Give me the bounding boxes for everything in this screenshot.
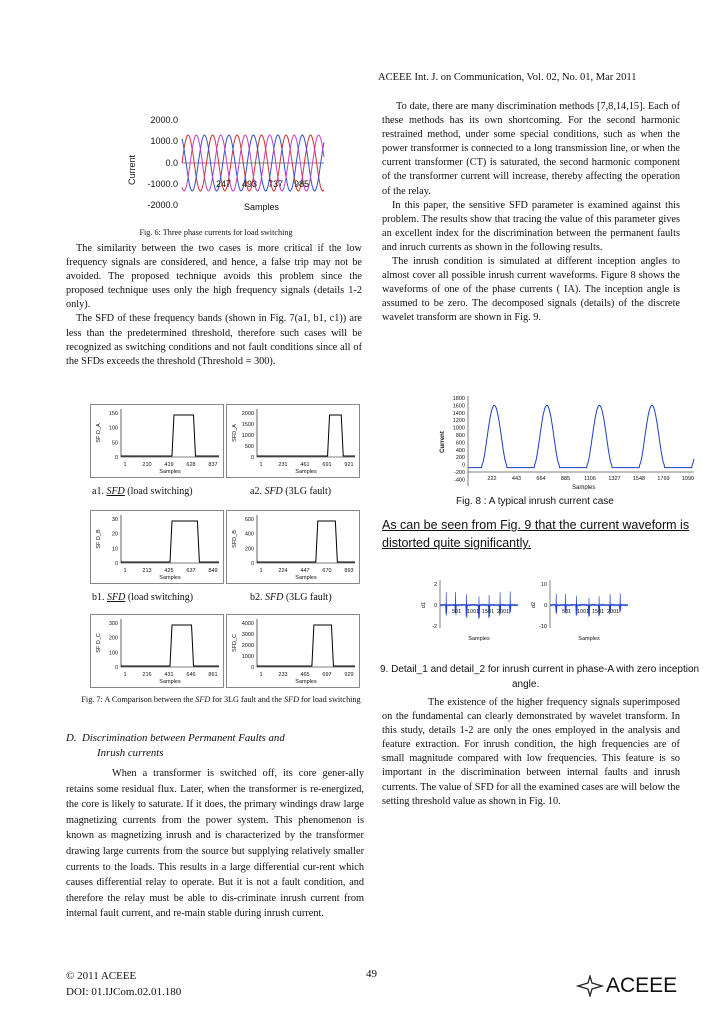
left-body-top (66, 242, 362, 369)
fig7-ytick: 600 (244, 517, 254, 523)
paragraph: The SFD of these frequency bands (shown in Fig. 7(a1, b1, c1)) are less than the predetermined threshold, therefore such cases will be recognized as switching conditions and not fault conditions since all of the SFDs exceeds the threshold (Threshold = 300). (66, 313, 362, 367)
fig9-subplot (528, 578, 632, 650)
fig7-xtick: 929 (344, 672, 354, 678)
fig7-subplot (226, 404, 360, 478)
fig7-xtick: 646 (186, 672, 196, 678)
fig8-xtick: 1327 (608, 476, 621, 482)
svg-text:2000.0: 2000.0 (150, 115, 178, 125)
fig8-xtick: 222 (487, 476, 497, 482)
fig7-xtick: 849 (208, 568, 218, 574)
fig7-ytick: 0 (250, 561, 254, 567)
fig7-ylabel: SFD_A (232, 424, 238, 442)
fig7-xtick: 691 (322, 462, 332, 468)
svg-text:493: 493 (242, 179, 258, 189)
fig9-xtick: 1001 (467, 609, 480, 615)
fig7-subplot (90, 614, 224, 688)
fig7-subplot (226, 614, 360, 688)
fig7-sfd-curve (257, 415, 355, 456)
fig9-xlabel: Samples (468, 636, 490, 642)
fig7-ylabel: SFD_C (232, 633, 238, 653)
fig7-xtick: 1 (123, 462, 127, 468)
fig7-xlabel: Samples (295, 575, 317, 581)
fig8-ytick: 1000 (452, 425, 465, 432)
fig9-subplot (418, 578, 522, 650)
fig7-subplot (90, 404, 224, 478)
fig8-ytick: 1200 (452, 418, 465, 425)
fig7-xtick: 210 (142, 462, 152, 468)
fig8-ytick: -400 (453, 477, 465, 484)
fig9-caption-line2: angle. (512, 679, 540, 690)
journal-header: ACEEE Int. J. on Communication, Vol. 02, No. 01, Mar 2011 (378, 72, 637, 83)
fig9-intro-line1: As can be seen from Fig. 9 that the current waveform is (382, 518, 690, 532)
fig7-xtick: 893 (344, 568, 354, 574)
fig7-xtick: 670 (322, 568, 332, 574)
fig7-ytick: 1000 (241, 433, 254, 439)
fig7-xtick: 697 (322, 672, 332, 678)
fig9-xtick: 501 (452, 609, 462, 615)
fig7-ytick: 3000 (241, 632, 254, 638)
fig7-xtick: 837 (208, 462, 218, 468)
fig9-caption-line1: 9. Detail_1 and detail_2 for inrush current in phase-A with zero inception (380, 664, 700, 675)
right-body-top (382, 100, 680, 326)
fig7-ytick: 400 (244, 531, 254, 538)
fig7-sfd-curve (121, 415, 219, 456)
fig9-ylabel: d2 (531, 601, 537, 609)
fig8-xticks (487, 476, 694, 482)
fig7-xtick: 1 (123, 568, 127, 574)
aceee-logo-icon (576, 975, 604, 997)
section-d-body (66, 766, 364, 922)
fig7-xtick: 628 (186, 462, 196, 468)
paragraph: The inrush condition is simulated at different inception angles to almost cover all possible inrush current waveforms. Figure 8 shows the waveforms of one of the phase currents ( IA). The inception angle is assumed to be zero. The decomposed signals (details) of the discrete wavelet transform are shown in Fig. 9. (382, 256, 680, 324)
fig8-ytick: 600 (455, 440, 465, 447)
fig7-xtick: 216 (142, 672, 152, 678)
paragraph: In this paper, the sensitive SFD parameter is examined against this problem. The results show that tracing the value of this parameter gives an excellent index for the discrimination between the permanent faults and inruch currents as shown in the following results. (382, 199, 680, 253)
fig7-xlabel: Samples (295, 679, 317, 685)
fig7-sfd-curve (121, 625, 219, 666)
fig7-ytick: 0 (114, 561, 118, 567)
fig7-xtick: 224 (278, 568, 288, 574)
fig7-xtick: 1 (259, 568, 263, 574)
fig9-ytick: 10 (540, 582, 547, 588)
fig8-xtick: 1106 (584, 476, 596, 482)
figure-6-plot (118, 108, 326, 216)
fig7-ytick: 1000 (241, 654, 254, 660)
svg-text:985: 985 (294, 179, 310, 189)
fig8-xtick: 885 (560, 476, 571, 482)
svg-text:1000.0: 1000.0 (150, 136, 178, 146)
aceee-logo-text: ACEEE (606, 974, 678, 997)
fig7-subplot (90, 510, 224, 584)
fig7-xlabel: Samples (295, 469, 317, 475)
fig7-xtick: 921 (344, 462, 354, 468)
fig7-xtick: 637 (186, 568, 196, 574)
fig8-xtick: 443 (511, 476, 522, 482)
fig7-xtick: 233 (278, 672, 288, 678)
fig9-intro-line2: distorted quite significantly. (382, 536, 532, 550)
fig7-ytick: 0 (250, 665, 254, 671)
fig7-ytick: 100 (108, 650, 118, 657)
fig7-sfd-curve (257, 521, 355, 562)
fig8-xtick: 1548 (632, 476, 646, 482)
fig8-xlabel: Samples (572, 485, 596, 490)
fig9-ylabel: d1 (421, 601, 427, 609)
fig9-ytick: 0 (433, 603, 437, 609)
fig8-ytick: 400 (455, 447, 465, 454)
fig7-label-b1: b1. SFD (load switching) (92, 592, 194, 603)
paragraph: To date, there are many discrimination methods [7,8,14,15]. Each of these methods has its own shortcoming. For the second harmonic restrained method, under some special conditions, such as when the power transformer is connected to a long transmission line, or when the current transformer (CT) is saturated, the second harmonic component of the transformer current will increase, thereby affecting the operation of the relay. (382, 101, 680, 197)
fig8-ytick: 200 (455, 455, 465, 462)
svg-text:247: 247 (216, 179, 232, 189)
fig8-xtick: 664 (536, 476, 546, 482)
fig7-xtick: 431 (164, 672, 174, 678)
fig7-ylabel: SF D_C (96, 633, 102, 653)
fig9-ytick: -2 (432, 624, 437, 630)
fig9-xtick: 2001 (497, 609, 510, 615)
fig8-ytick: 1400 (452, 410, 465, 417)
fig7-ytick: 50 (111, 440, 118, 447)
fig7-ytick: 300 (108, 621, 118, 627)
fig7-ytick: 0 (114, 455, 118, 461)
fig9-ytick: -10 (539, 624, 547, 630)
paragraph: The existence of the higher frequency signals superimposed on the fundamental can clearly demonstrated by wavelet transform. In this study, details 1-2 are only the ones employed in the analysis and feature extraction. For inrush condition, the high frequencies are of small magnitude compared with low frequencies. This feature is so important in the discrimination between internal faults and inrush currents. The value of SFD for all the examined cases are will below the setting threshold value as shown in Fig. 10. (382, 697, 680, 807)
fig9-ytick: 0 (543, 603, 547, 609)
fig8-caption: Fig. 8 : A typical inrush current case (456, 496, 614, 507)
fig7-label-b2: b2. SFD (3LG fault) (250, 592, 332, 603)
fig9-xtick: 2001 (607, 609, 620, 615)
fig7-ytick: 0 (114, 665, 118, 671)
figure-8-plot (432, 394, 702, 490)
fig9-xtick: 1501 (592, 609, 605, 615)
fig8-yticks (453, 396, 465, 483)
fig7-xtick: 447 (300, 568, 310, 574)
fig7-sfd-curve (257, 625, 355, 666)
fig7-ylabel: SF D_B (96, 529, 102, 549)
fig7-label-a1: a1. SFD (load switching) (92, 486, 193, 497)
fig7-label-a2: a2. SFD (3LG fault) (250, 486, 332, 497)
fig7-xtick: 419 (164, 462, 174, 468)
fig9-xlabel: Samples (578, 636, 600, 642)
fig7-ytick: 200 (108, 635, 118, 642)
fig7-ytick: 30 (111, 517, 118, 523)
fig7-ytick: 4000 (241, 621, 254, 627)
footer-doi: DOI: 01.IJCom.02.01.180 (66, 986, 182, 998)
fig7-ytick: 150 (108, 411, 118, 417)
fig7-ytick: 0 (250, 455, 254, 461)
fig7-ytick: 1500 (241, 422, 254, 428)
fig9-xtick: 501 (562, 609, 572, 615)
fig8-ylabel: Current (440, 431, 446, 453)
fig8-ytick: 0 (461, 462, 465, 469)
fig7-ylabel: SF D_A (96, 423, 102, 443)
svg-text:-1000.0: -1000.0 (147, 179, 178, 189)
fig7-ytick: 20 (111, 531, 118, 538)
fig7-xtick: 213 (142, 568, 152, 574)
fig7-xtick: 1 (123, 672, 127, 678)
fig7-xtick: 861 (208, 672, 218, 678)
fig6-yticks (147, 115, 178, 210)
fig7-ytick: 2000 (241, 411, 254, 417)
fig7-ytick: 500 (244, 444, 254, 450)
fig7-xlabel: Samples (159, 469, 181, 475)
svg-text:-2000.0: -2000.0 (147, 200, 178, 210)
fig7-ytick: 200 (244, 546, 254, 553)
fig9-xtick: 1001 (577, 609, 590, 615)
fig8-xtick: 1769 (657, 476, 670, 482)
fig7-xtick: 1 (259, 672, 263, 678)
fig9-xtick: 1501 (482, 609, 495, 615)
svg-text:0.0: 0.0 (165, 158, 178, 168)
fig7-xtick: 461 (300, 462, 310, 468)
paragraph: When a transformer is switched off, its core gener-ally retains some residual flux. Later, when the transformer is re-energized, the core is likely to saturate. If it does, the primary windings draw large magnetizing currents from the power system. This phenomenon is known as magnetizing inrush and is characterized by the transformer drawing large currents from the source but supplying relatively smaller currents to the loads. This results in a large differential cur-rent which causes differential relay to operate. But it is not a fault condition, and therefore the relay must be able to dis-criminate inrush current from internal fault current, and re-main stable during inrush current. (66, 768, 364, 920)
fig7-xtick: 465 (300, 672, 310, 678)
svg-text:737: 737 (268, 179, 284, 189)
fig7-xtick: 1 (259, 462, 263, 468)
fig8-ytick: 1800 (452, 396, 465, 402)
fig8-ytick: 800 (455, 433, 465, 439)
fig7-ylabel: SFD_B (232, 530, 238, 548)
right-body-bottom (382, 696, 680, 809)
fig7-ytick: 2000 (241, 643, 254, 649)
section-d-heading: D. Discrimination between Permanent Faults and Inrush currents (66, 732, 285, 759)
fig7-ytick: 100 (108, 425, 118, 432)
fig6-ylabel: Current (127, 154, 137, 186)
footer-copyright: © 2011 ACEEE (66, 970, 137, 982)
fig8-ytick: -200 (453, 470, 465, 476)
fig7-xlabel: Samples (159, 575, 181, 581)
aceee-logo (576, 974, 677, 998)
fig7-xtick: 425 (164, 568, 174, 574)
paragraph: The similarity between the two cases is more critical if the low frequency signals are considered, and hence, a false trip may not be avoided. The proposed technique avoids this problem since the proposed technique uses only the high frequency signals (details 1-2 only). (66, 243, 362, 311)
fig7-subplot (226, 510, 360, 584)
fig7-sfd-curve (121, 521, 219, 562)
fig9-ytick: 2 (433, 582, 437, 588)
fig6-caption: Fig. 6: Three phase currents for load switching (139, 228, 293, 237)
fig7-xlabel: Samples (159, 679, 181, 685)
fig7-caption: Fig. 7: A Comparison between the SFD for 3LG fault and the SFD for load switching (81, 695, 361, 704)
fig8-ytick: 1600 (452, 403, 465, 410)
fig7-xtick: 231 (278, 462, 288, 468)
fig6-xlabel: Samples (244, 202, 280, 212)
fig7-ytick: 10 (111, 546, 118, 553)
page-number: 49 (366, 968, 377, 980)
fig8-xtick: 1990 (681, 476, 695, 482)
